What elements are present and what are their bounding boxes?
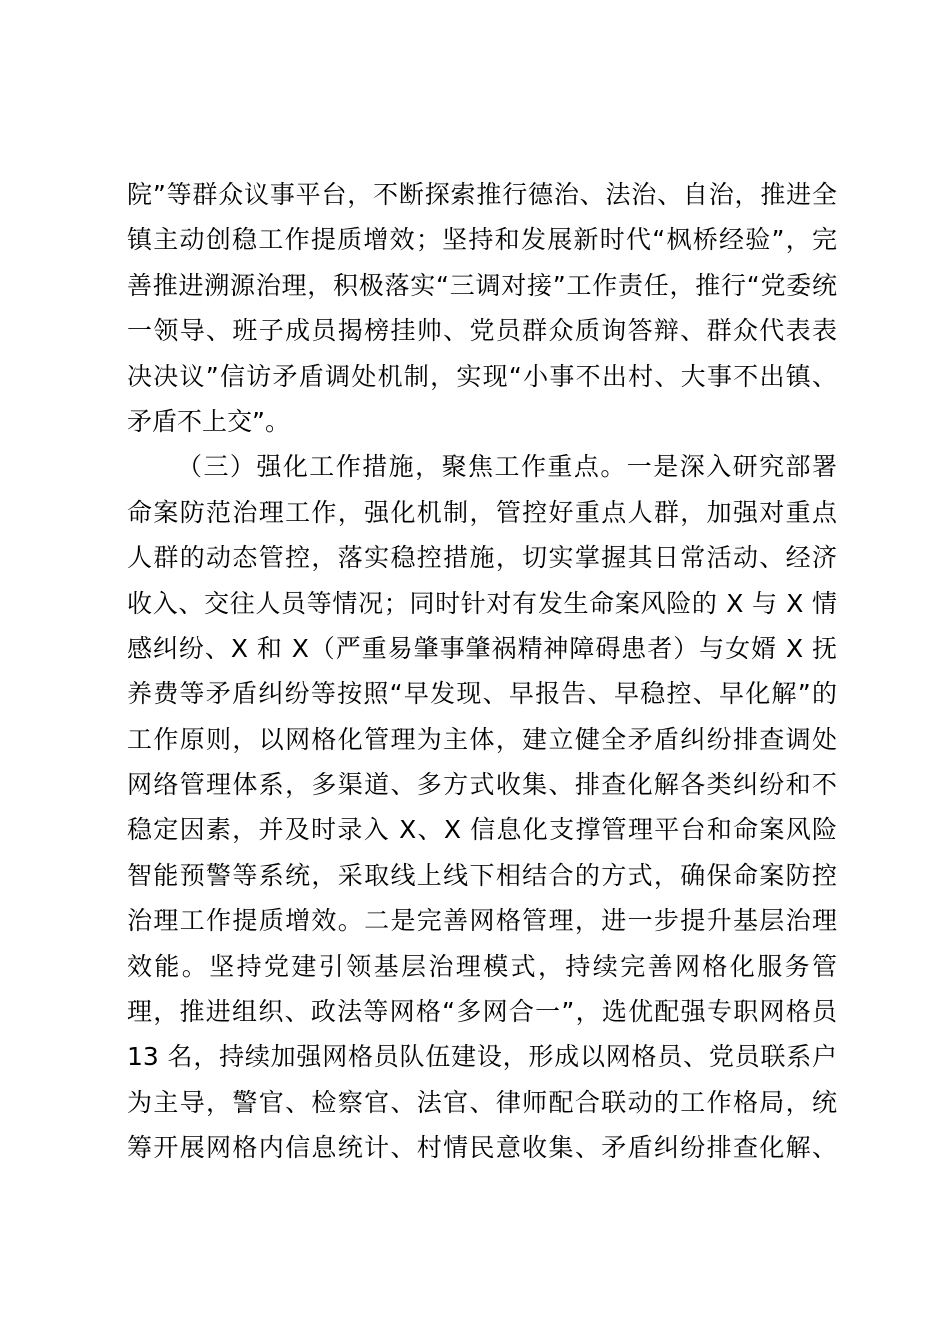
body-text	[127, 172, 837, 1171]
text-line: 命案防范治理工作，强化机制，管控好重点人群，加强对重点	[127, 497, 837, 527]
text-line: 镇主动创稳工作提质增效；坚持和发展新时代“枫桥经验”，完	[127, 225, 837, 255]
text-line: 为主导，警官、检察官、法官、律师配合联动的工作格局，统	[127, 1087, 837, 1117]
text-line: 养费等矛盾纠纷等按照“早发现、早报告、早稳控、早化解”的	[127, 679, 837, 709]
text-line: 稳定因素，并及时录入 X、X 信息化支撑管理平台和命案风险	[127, 815, 837, 845]
text-line: 矛盾不上交”。	[127, 406, 290, 436]
text-line: 院”等群众议事平台，不断探索推行德治、法治、自治，推进全	[127, 180, 837, 209]
text-line: 收入、交往人员等情况；同时针对有发生命案风险的 X 与 X 情	[127, 588, 837, 618]
text-line: 智能预警等系统，采取线上线下相结合的方式，确保命案防控	[127, 860, 837, 890]
text-line: 网络管理体系，多渠道、多方式收集、排查化解各类纠纷和不	[127, 770, 837, 800]
text-line: 人群的动态管控，落实稳控措施，切实掌握其日常活动、经济	[127, 543, 837, 573]
text-line: 善推进溯源治理，积极落实“三调对接”工作责任，推行“党委统	[127, 270, 837, 300]
text-line: 效能。坚持党建引领基层治理模式，持续完善网格化服务管	[127, 951, 837, 981]
section-heading-line: （三）强化工作措施，聚焦工作重点。一是深入研究部署	[177, 452, 837, 482]
text-line: 治理工作提质增效。二是完善网格管理，进一步提升基层治理	[127, 906, 837, 936]
text-line: 感纠纷、X 和 X（严重易肇事肇祸精神障碍患者）与女婿 X 抚	[127, 633, 837, 663]
text-line: 决决议”信访矛盾调处机制，实现“小事不出村、大事不出镇、	[127, 361, 837, 391]
text-line: 筹开展网格内信息统计、村情民意收集、矛盾纠纷排查化解、	[127, 1133, 837, 1163]
text-line: 13 名，持续加强网格员队伍建设，形成以网格员、党员联系户	[127, 1042, 837, 1072]
text-line: 一领导、班子成员揭榜挂帅、党员群众质询答辩、群众代表表	[127, 316, 837, 346]
text-line: 工作原则，以网格化管理为主体，建立健全矛盾纠纷排查调处	[127, 724, 837, 754]
text-line: 理，推进组织、政法等网格“多网合一”，选优配强专职网格员	[127, 997, 837, 1027]
